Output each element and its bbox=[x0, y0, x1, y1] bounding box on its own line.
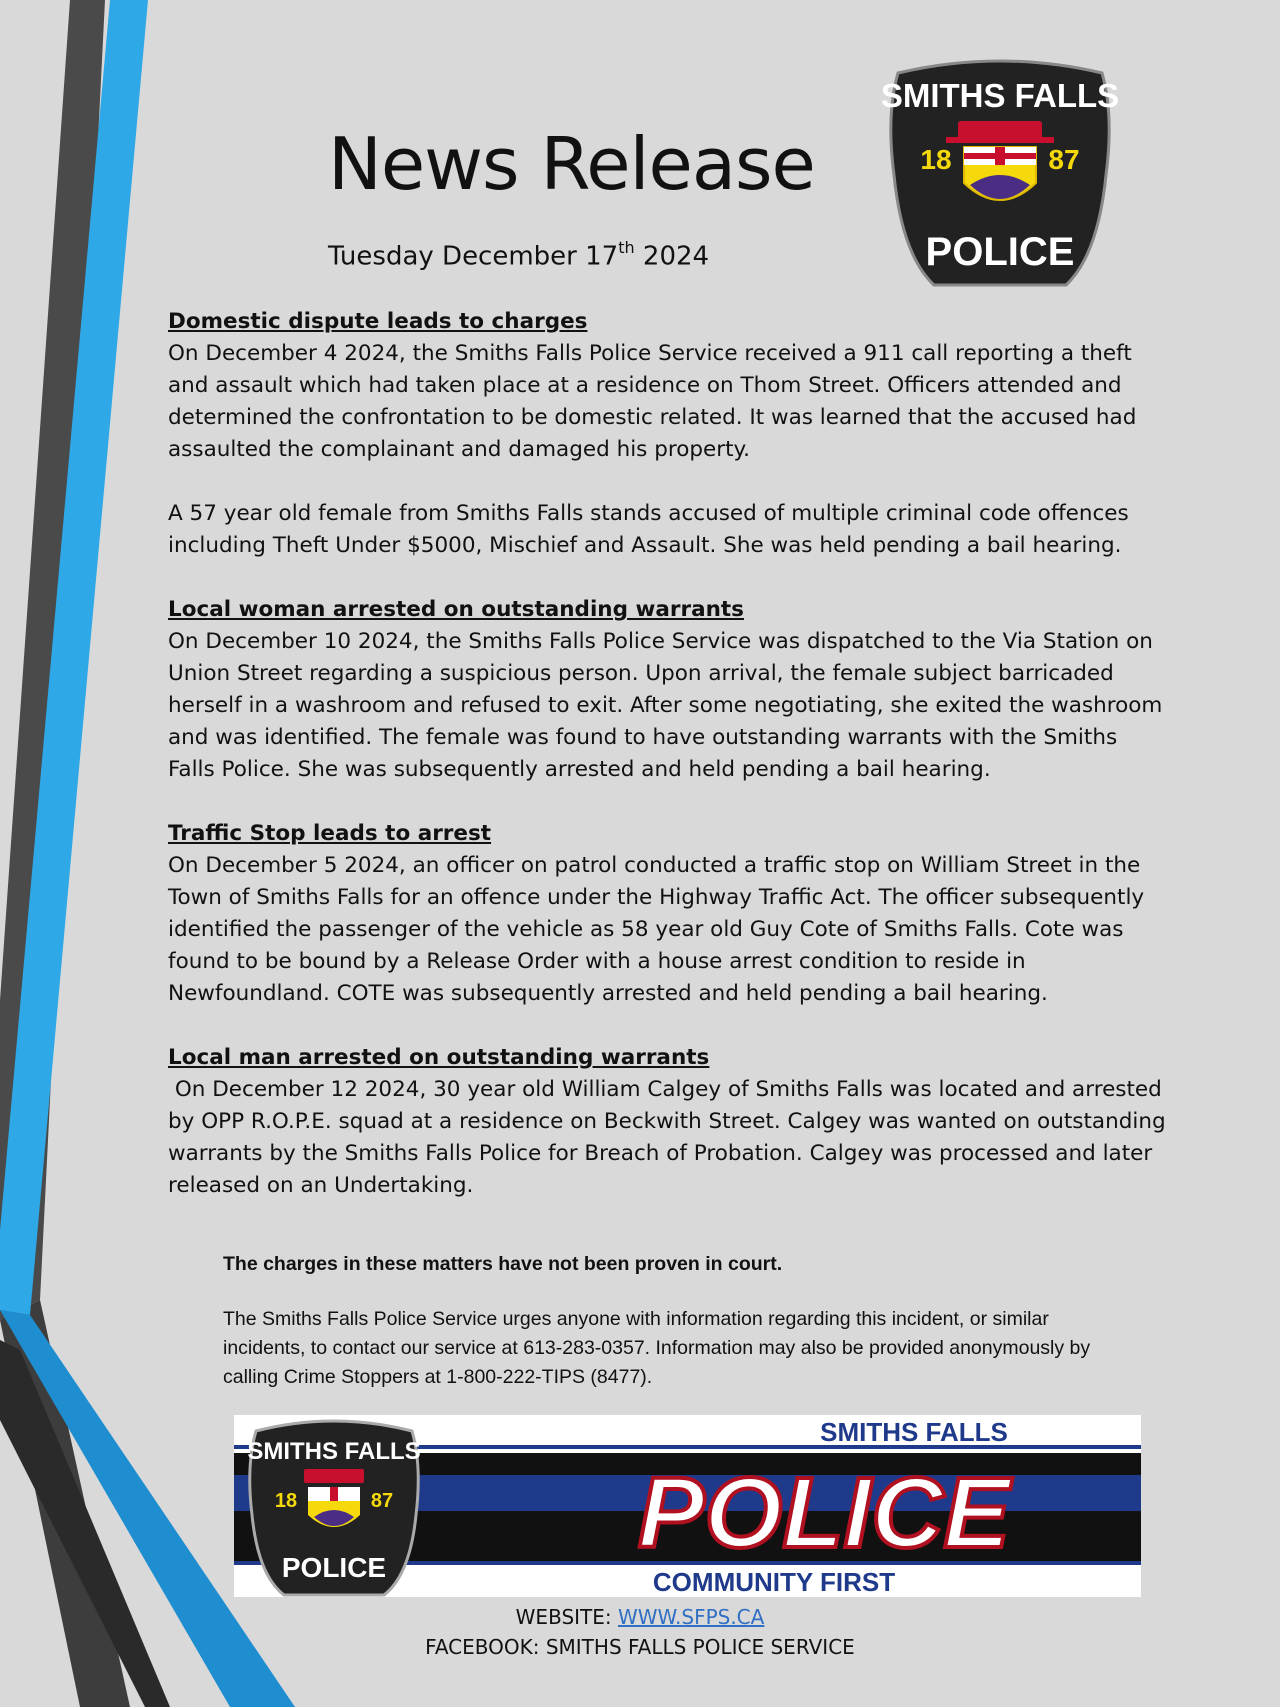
article-heading: Domestic dispute leads to charges bbox=[168, 309, 588, 334]
contact-information: The Smiths Falls Police Service urges anyone with information regarding this incident, or similar incidents, to contact our service at 613-283-0357. Information may also be provided anonymously by calling Crime Stoppers at 1-800-222-TIPS (8477). bbox=[223, 1308, 1091, 1388]
facebook-line: FACEBOOK: SMITHS FALLS POLICE SERVICE bbox=[425, 1635, 855, 1659]
police-badge-logo bbox=[876, 55, 1124, 295]
article-heading: Local woman arrested on outstanding warrants bbox=[168, 597, 744, 622]
article-paragraph: On December 10 2024, the Smiths Falls Police Service was dispatched to the Via Station on Union Street regarding a suspicious person. Upon arrival, the female subject barricaded herself in a washroom and refused to exit. After some negotiating, she exited the washroom and was identified. The female was found to have outstanding warrants with the Smiths Falls Police. She was subsequently arrested and held pending a bail hearing. bbox=[168, 629, 1163, 782]
website-link[interactable]: WWW.SFPS.CA bbox=[617, 1605, 765, 1629]
article-paragraph: On December 5 2024, an officer on patrol conducted a traffic stop on William Street in the Town of Smiths Falls for an offence under the Highway Traffic Act. The officer subsequently identified the passenger of the vehicle as 58 year old Guy Cote of Smiths Falls. Cote was found to be bound by a Release Order with a house arrest condition to reside in Newfoundland. COTE was subsequently arrested and held pending a bail hearing. bbox=[168, 853, 1145, 1006]
article-paragraph: A 57 year old female from Smiths Falls stands accused of multiple criminal code offences including Theft Under $5000, Mischief and Assault. She was held pending a bail hearing. bbox=[168, 501, 1129, 558]
svg-text:POLICE: POLICE bbox=[925, 230, 1075, 274]
svg-text:SMITHS FALLS: SMITHS FALLS bbox=[880, 77, 1120, 114]
police-banner bbox=[234, 1415, 1141, 1597]
charges-disclaimer: The charges in these matters have not been proven in court. bbox=[223, 1253, 783, 1275]
release-date: Tuesday December 17th 2024 bbox=[328, 238, 710, 272]
news-articles bbox=[168, 306, 1173, 1202]
legal-notice bbox=[223, 1250, 1103, 1392]
svg-text:87: 87 bbox=[1048, 144, 1080, 175]
svg-text:18: 18 bbox=[274, 1490, 298, 1512]
svg-text:18: 18 bbox=[920, 144, 952, 175]
svg-text:COMMUNITY FIRST: COMMUNITY FIRST bbox=[652, 1567, 896, 1597]
svg-text:POLICE: POLICE bbox=[637, 1457, 1011, 1569]
article-paragraph: On December 12 2024, 30 year old William Calgey of Smiths Falls was located and arrested by OPP R.O.P.E. squad at a residence on Beckwith Street. Calgey was wanted on outstanding warrants by the Smiths Falls Police for Breach of Probation. Calgey was processed and later released on an Undertaking. bbox=[168, 1077, 1173, 1198]
svg-text:POLICE: POLICE bbox=[281, 1552, 387, 1583]
article-domestic-dispute bbox=[168, 306, 1168, 562]
svg-text:87: 87 bbox=[370, 1490, 394, 1512]
svg-text:SMITHS FALLS: SMITHS FALLS bbox=[820, 1417, 1008, 1447]
article-paragraph: On December 4 2024, the Smiths Falls Police Service received a 911 call reporting a theft and assault which had taken place at a residence on Thom Street. Officers attended and determined the confrontation to be domestic related. It was learned that the accused had assaulted the complainant and damaged his property. bbox=[168, 341, 1137, 462]
website-line: WEBSITE: WWW.SFPS.CA bbox=[515, 1605, 765, 1629]
article-woman-warrants bbox=[168, 594, 1168, 786]
svg-text:SMITHS FALLS: SMITHS FALLS bbox=[247, 1438, 421, 1465]
article-traffic-stop bbox=[168, 818, 1168, 1010]
banner-badge-logo bbox=[247, 1421, 420, 1595]
article-heading: Local man arrested on outstanding warrants bbox=[168, 1045, 710, 1070]
article-heading: Traffic Stop leads to arrest bbox=[168, 821, 492, 846]
page-title: News Release bbox=[328, 122, 815, 206]
article-man-warrants bbox=[168, 1042, 1173, 1202]
